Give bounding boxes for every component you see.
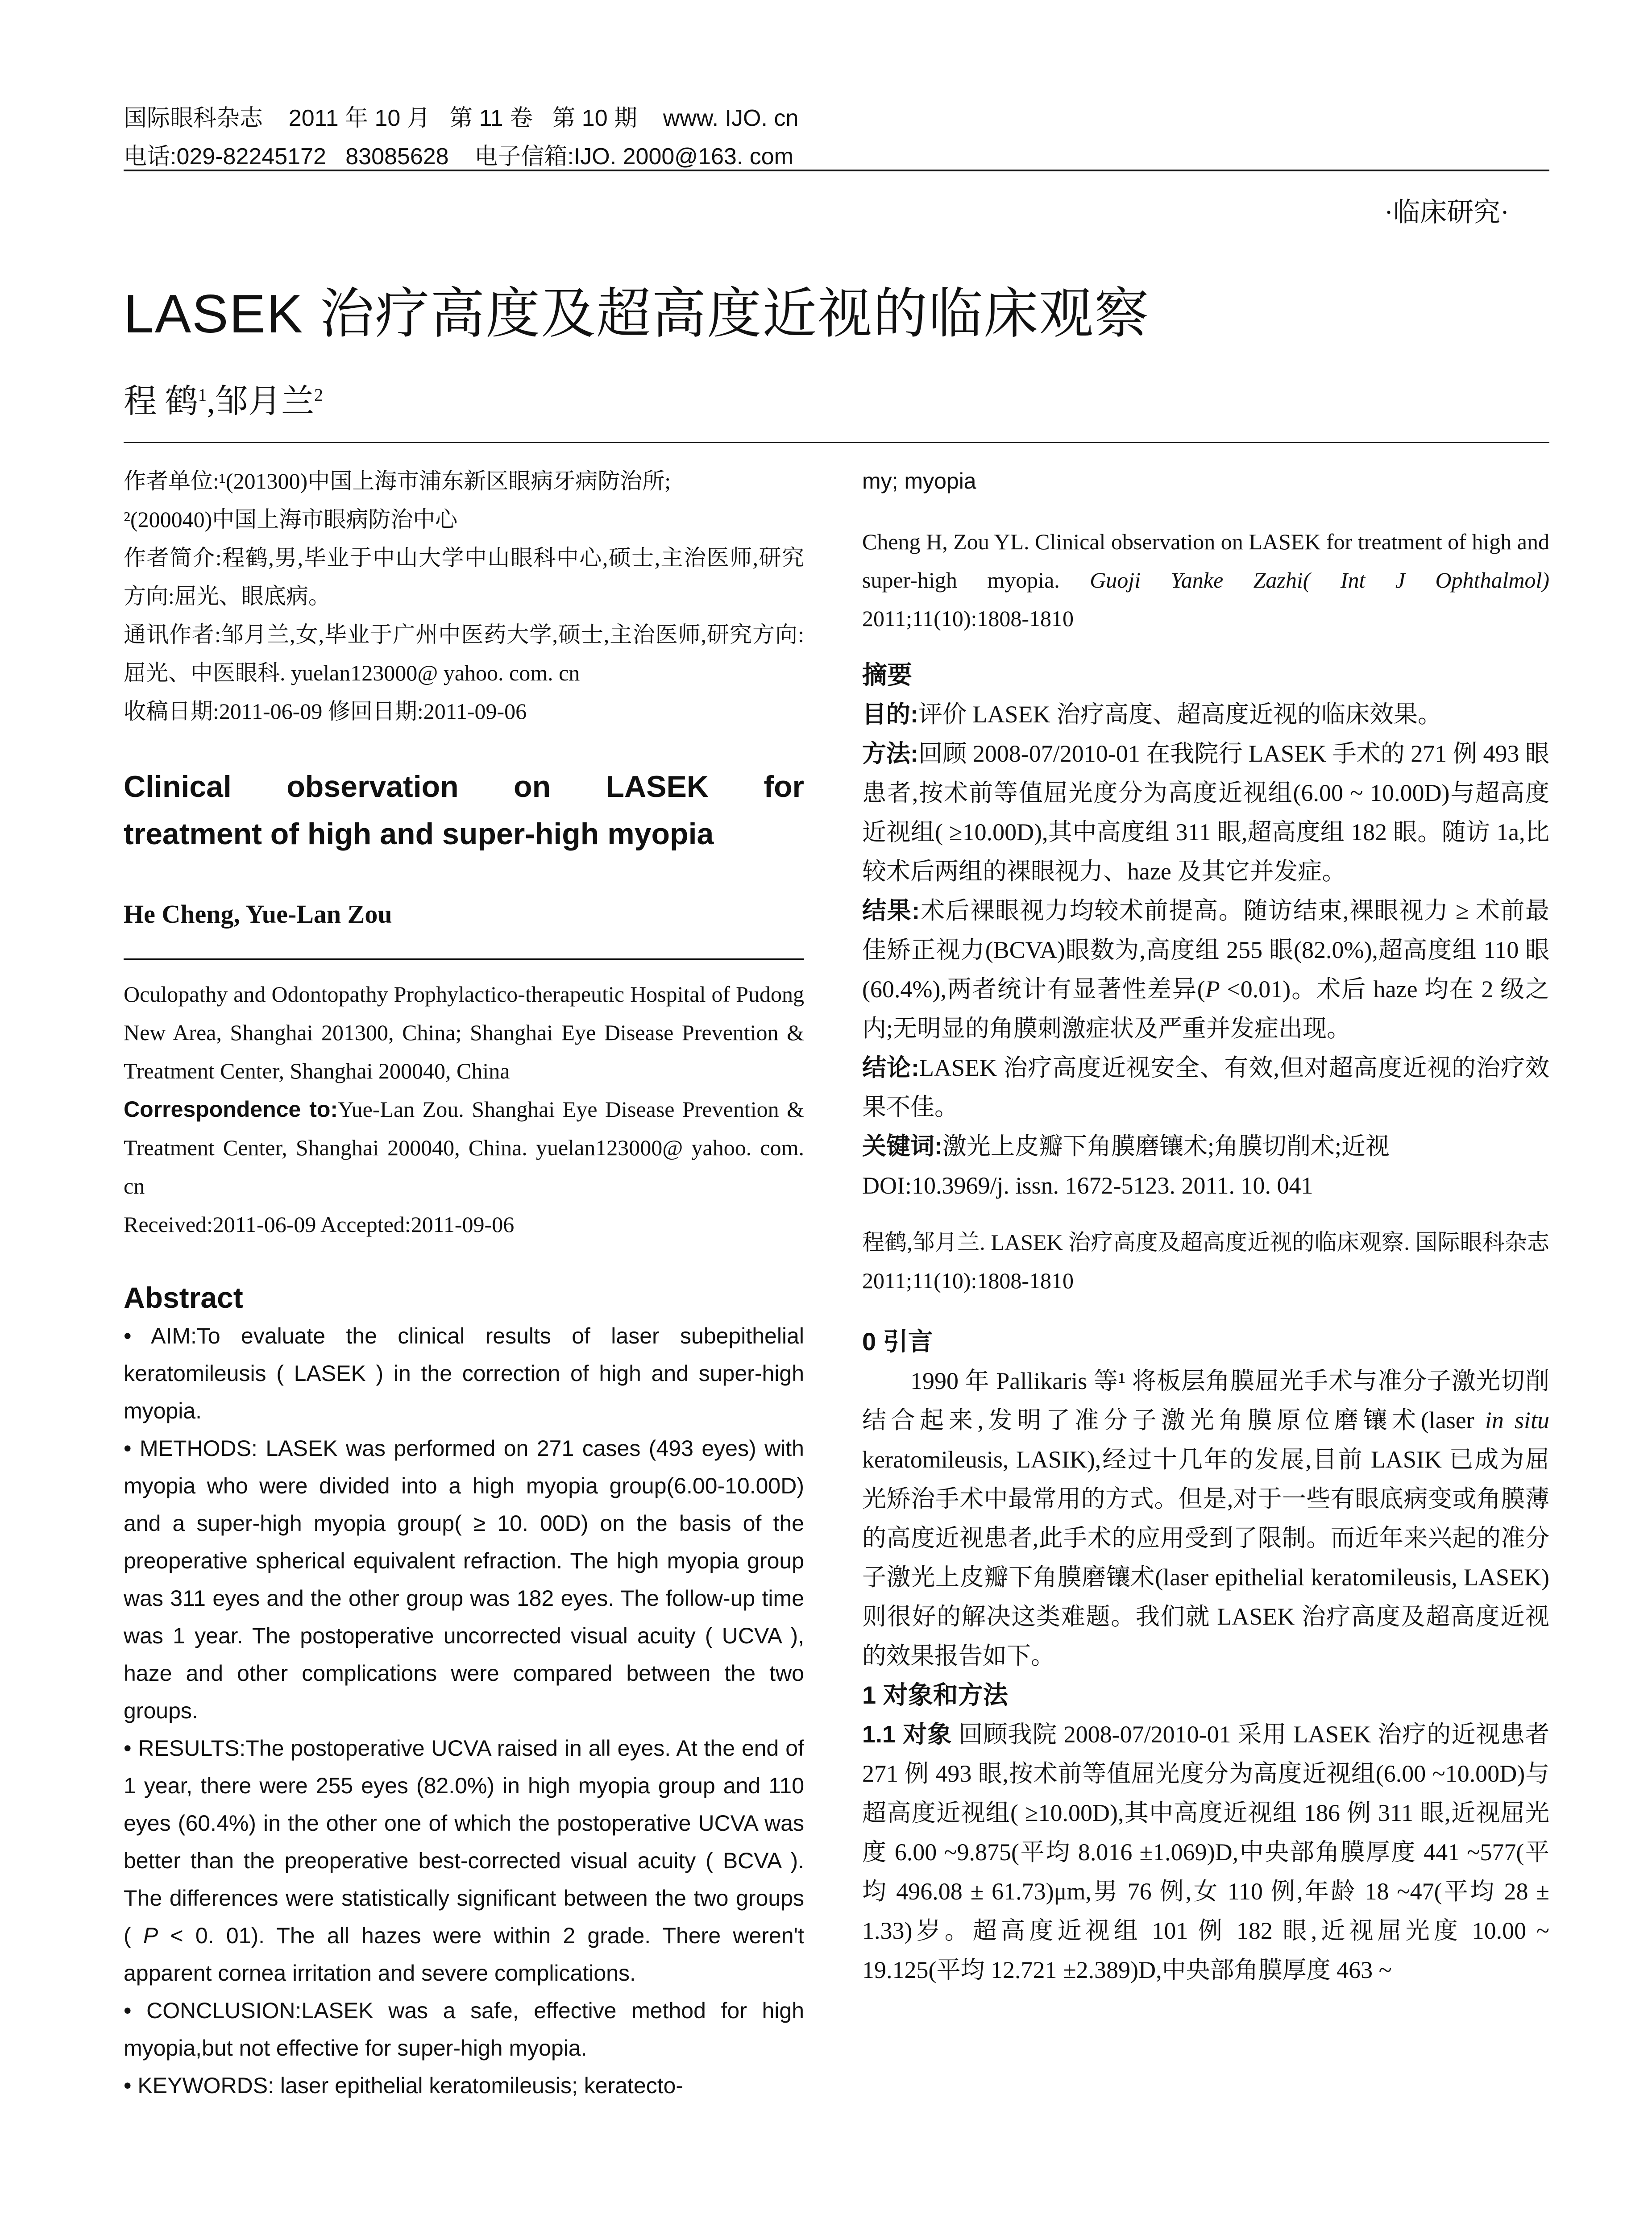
keywords-continued: my; myopia [862, 469, 976, 493]
abstract-aim: • AIM:To evaluate the clinical results of laser subepithelial keratomileusis ( LASEK ) in the correction of high and super-high myopia. [124, 1323, 804, 1423]
header-rule [124, 170, 1549, 171]
abstract-methods: • METHODS: LASEK was performed on 271 cases (493 eyes) with myopia who were divided into a high myopia group(6.00-10.00D) and a super-high myopia group( ≥ 10. 00D) on the basis of the preoperative spherical equivalent refraction. The high myopia group was 311 eyes and the other group was 182 eyes. The follow-up time was 1 year. The postoperative uncorrected visual acuity ( UCVA ), haze and other complications were compared between the two groups. [124, 1436, 804, 1723]
abstract-keywords: • KEYWORDS: laser epithelial keratomileusis; keratecto- [124, 2073, 684, 2098]
abstract-results: • RESULTS:The postoperative UCVA raised in all eyes. At the end of 1 year, there were 255 eyes (82.0%) in high myopia group and 110 eyes (60.4%) in the other one of which the postoperative UCVA was better than the preoperative best-corrected visual acuity ( BCVA ). The differences were statistically significant between the two groups ( P < 0. 01). The all hazes were within 2 grade. There weren't apparent cornea irritation and severe complications. [124, 1736, 804, 1986]
subjects-paragraph: 1.1 对象 回顾我院 2008-07/2010-01 采用 LASEK 治疗的近视患者 271 例 493 眼,按术前等值屈光度分为高度近视组(6.00 ~10.00D)与超高度近视组( ≥10.00D),其中高度近视组 186 例 311 眼,近视屈光度 6.00 ~9.875(平均 8.016 ±1.069)D,中央部角膜厚度 441 ~577(平均 496.08 ± 61.73)μm,男 76 例,女 110 例,年龄 18 ~47(平均 28 ± 1.33)岁。超高度近视组 101 例 182 眼,近视屈光度 10.00 ~ 19.125(平均 12.721 ±2.389)D,中央部角膜厚度 463 ~ [862, 1721, 1549, 1983]
author-unit: 作者单位:¹(201300)中国上海市浦东新区眼病牙病防治所; [124, 469, 671, 493]
methods-heading: 1 对象和方法 [862, 1681, 1008, 1709]
english-title: Clinical observation on LASEK for treatment of high and super-high myopia [124, 770, 804, 851]
english-abstract [124, 1281, 804, 2104]
cn-abstract-results: 结果:术后裸眼视力均较术前提高。随访结束,裸眼视力 ≥ 术前最佳矫正视力(BCVA)眼数为,高度组 255 眼(82.0%),超高度组 110 眼(60.4%),两者统计有显著性差异(P <0.01)。术后 haze 均在 2 级之内;无明显的角膜刺激症状及严重并发症出现。 [862, 897, 1550, 1042]
english-dates: Received:2011-06-09 Accepted:2011-09-06 [124, 1212, 515, 1237]
cn-abstract-methods: 方法:回顾 2008-07/2010-01 在我院行 LASEK 手术的 271 例 493 眼患者,按术前等值屈光度分为高度近视组(6.00 ~ 10.00D)与超高度近视组( ≥10.00D),其中高度组 311 眼,超高度组 182 眼。随访 1a,比较术后两组的裸眼视力、haze 及其它并发症。 [862, 740, 1550, 885]
author-bio: 作者简介:程鹤,男,毕业于中山大学中山眼科中心,硕士,主治医师,研究方向:屈光、眼底病。 [124, 545, 804, 609]
received-dates: 收稿日期:2011-06-09 修回日期:2011-09-06 [124, 699, 527, 724]
right-column [862, 462, 1549, 1990]
cn-citation: 程鹤,邹月兰. LASEK 治疗高度及超高度近视的临床观察. 国际眼科杂志 2011;11(10):1808-1810 [862, 1230, 1549, 1293]
cn-abstract-aim: 目的:评价 LASEK 治疗高度、超高度近视的临床效果。 [862, 701, 1442, 728]
author-info-block [124, 462, 804, 730]
journal-header-line1: 国际眼科杂志 2011 年 10 月 第 11 卷 第 10 期 www. IJO. cn [124, 105, 799, 131]
english-affiliation-block [124, 975, 804, 1244]
english-affiliation: Oculopathy and Odontopathy Prophylactico-therapeutic Hospital of Pudong New Area, Shanghai 201300, China; Shanghai Eye Disease Prevention & Treatment Center, Shanghai 200040, China [124, 982, 804, 1083]
english-authors: He Cheng, Yue-Lan Zou [124, 900, 392, 929]
corresponding-author: 通讯作者:邹月兰,女,毕业于广州中医药大学,硕士,主治医师,研究方向:屈光、中医眼科. yuelan123000@ yahoo. com. cn [124, 622, 804, 685]
author-unit-2: ²(200040)中国上海市眼病防治中心 [124, 507, 458, 532]
english-authors-rule [124, 958, 804, 960]
english-citation: Cheng H, Zou YL. Clinical observation on LASEK for treatment of high and super-high myopia. Guoji Yanke Zazhi( Int J Ophthalmol) 2011;11(10):1808-1810 [862, 529, 1549, 631]
title-rule [124, 442, 1549, 443]
doi: DOI:10.3969/j. issn. 1672-5123. 2011. 10. 041 [862, 1172, 1313, 1199]
abstract-heading: Abstract [124, 1281, 243, 1314]
cn-abstract-conclusion: 结论:LASEK 治疗高度近视安全、有效,但对超高度近视的治疗效果不佳。 [862, 1054, 1549, 1120]
english-correspondence: Correspondence to:Yue-Lan Zou. Shanghai Eye Disease Prevention & Treatment Center, Shanghai 200040, China. yuelan123000@ yahoo. com. cn [124, 1097, 804, 1198]
cn-abstract-heading: 摘要 [862, 661, 912, 689]
abstract-conclusion: • CONCLUSION:LASEK was a safe, effective method for high myopia,but not effective for super-high myopia. [124, 1998, 804, 2061]
article-authors: 程 鹤$^1$,邹月兰$^2$ [124, 383, 323, 420]
cn-abstract-keywords: 关键词:激光上皮瓣下角膜磨镶术;角膜切削术;近视 [862, 1133, 1390, 1160]
intro-paragraph: 1990 年 Pallikaris 等¹ 将板层角膜屈光手术与准分子激光切削结合起来,发明了准分子激光角膜原位磨镶术(laser in situ keratomileusis, LASIK),经过十几年的发展,目前 LASIK 已成为屈光矫治手术中最常用的方式。但是,对于一些有眼底病变或角膜薄的高度近视患者,此手术的应用受到了限制。而近年来兴起的准分子激光上皮瓣下角膜磨镶术(laser epithelial keratomileusis, LASEK)则很好的解决这类难题。我们就 LASEK 治疗高度及超高度近视的效果报告如下。 [862, 1368, 1549, 1669]
section-tag: ·临床研究· [1384, 198, 1509, 227]
article-title: LASEK 治疗高度及超高度近视的临床观察 [124, 283, 1150, 344]
intro-heading: 0 引言 [862, 1327, 933, 1356]
journal-header-line2: 电话:029-82245172 83085628 电子信箱:IJO. 2000@163. com [124, 144, 793, 170]
